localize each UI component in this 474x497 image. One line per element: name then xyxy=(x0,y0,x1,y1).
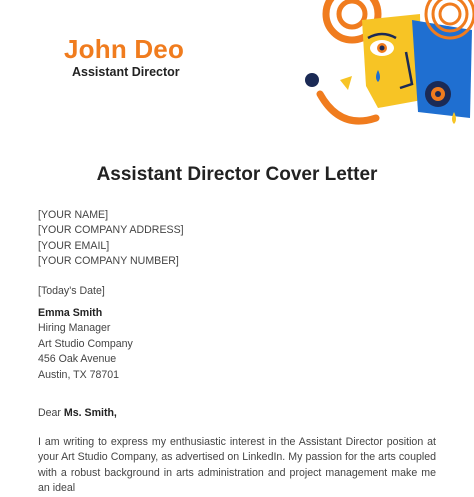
letter-date xyxy=(38,284,105,299)
salutation xyxy=(38,406,117,421)
letter-body-paragraph: I am writing to express my enthusiastic interest in the Assistant Director position at your Art Studio Company, as advertised on LinkedIn. My passion for the arts coupled with a robust background in arts administration and project management make me an ideal xyxy=(38,436,436,495)
sender-block xyxy=(38,208,184,270)
sender-line: [YOUR EMAIL] xyxy=(38,239,110,252)
recipient-name: Emma Smith xyxy=(38,307,103,319)
applicant-role: Assistant Director xyxy=(72,65,180,79)
applicant-name: John Deo xyxy=(64,34,185,64)
salutation-name: Ms. Smith, xyxy=(63,407,117,419)
document-title: Assistant Director Cover Letter xyxy=(96,164,378,185)
recipient-line: 456 Oak Avenue xyxy=(38,353,117,366)
recipient-line: Austin, TX 78701 xyxy=(38,368,120,381)
sender-line: [YOUR COMPANY NUMBER] xyxy=(38,255,179,268)
salutation-prefix: Dear xyxy=(38,407,64,419)
recipient-block xyxy=(38,306,133,383)
abstract-face-illustration xyxy=(300,0,474,130)
sender-line: [YOUR COMPANY ADDRESS] xyxy=(38,224,184,237)
date-line: [Today's Date] xyxy=(38,285,105,297)
sender-line: [YOUR NAME] xyxy=(38,209,109,221)
recipient-line: Art Studio Company xyxy=(38,337,133,350)
recipient-line: Hiring Manager xyxy=(38,322,111,335)
